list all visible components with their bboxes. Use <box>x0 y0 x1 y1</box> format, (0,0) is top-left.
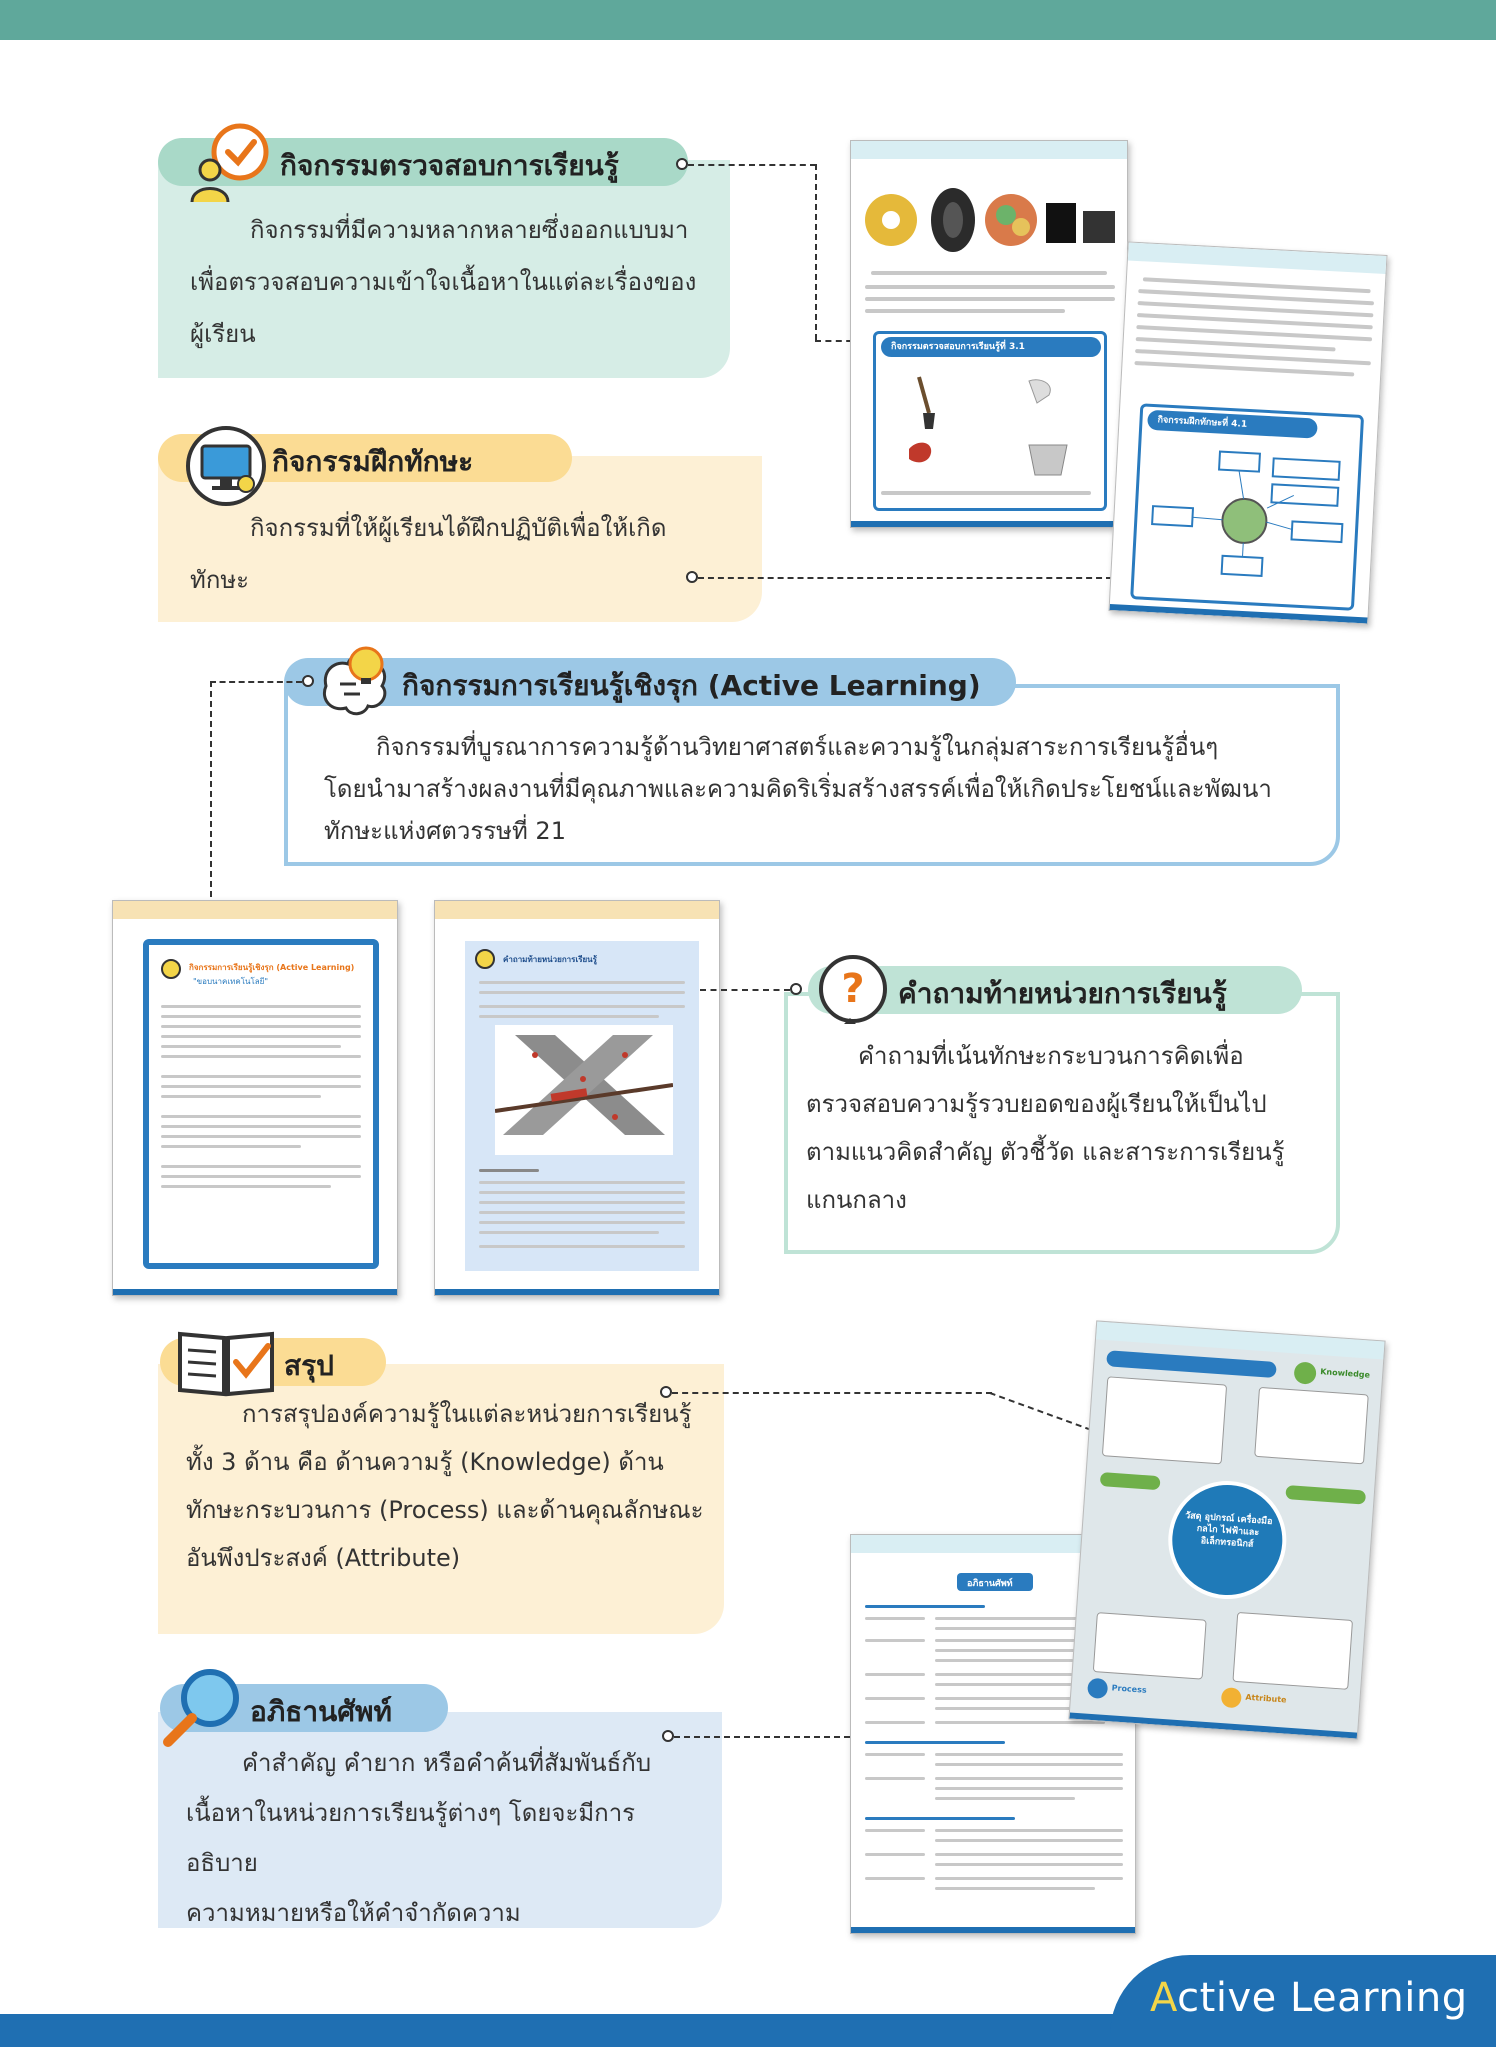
thumb-summary-p: Process <box>1111 1683 1147 1695</box>
brand-logo: Active Learning <box>1150 1975 1468 2021</box>
skill-title: กิจกรรมฝึกทักษะ <box>272 445 474 478</box>
connector-line <box>210 681 302 683</box>
thumb-assessment-label: กิจกรรมตรวจสอบการเรียนรู้ที่ 3.1 <box>891 342 1025 352</box>
magnifier-icon <box>160 1664 246 1750</box>
question-mark-icon <box>814 952 892 1030</box>
thumb-summary-a: Attribute <box>1245 1692 1287 1705</box>
thumb-active-sub: "ขอบนาคเทคโนโลยี" <box>193 977 269 986</box>
connector-line <box>210 681 212 937</box>
connector-line <box>674 1736 850 1738</box>
checkmark-person-icon <box>188 118 278 204</box>
assessment-body: กิจกรรมที่มีความหลากหลายซึ่งออกแบบมา เพื่อตรวจสอบความเข้าใจเนื้อหาในแต่ละเรื่องของ ผู้เรียน <box>190 216 697 348</box>
question-title: คำถามท้ายหน่วยการเรียนรู้ <box>898 977 1227 1010</box>
active-panel <box>284 684 1340 866</box>
connector-dot <box>686 571 698 583</box>
assessment-page-thumbnail <box>850 140 1128 528</box>
connector-line <box>698 577 1112 579</box>
summary-body: การสรุปองค์ความรู้ในแต่ละหน่วยการเรียนรู้ ทั้ง 3 ด้าน คือ ด้านความรู้ (Knowledge) ด้าน ทักษะกระบวนการ (Process) และด้านคุณลักษณะ อันพึงประสงค์ (Attribute) <box>186 1400 704 1572</box>
question-panel <box>784 992 1340 1254</box>
active-body: กิจกรรมที่บูรณาการความรู้ด้านวิทยาศาสตร์และความรู้ในกลุ่มสาระการเรียนรู้อื่นๆ โดยนำมาสร้างผลงานที่มีคุณภาพและความคิดริเริ่มสร้างสรรค์เพื่อให้เกิดประโยชน์และพัฒนา ทักษะแห่งศตวรรษที่ 21 <box>324 733 1272 845</box>
svg-text:?: ? <box>841 966 865 1012</box>
connector-line <box>700 989 790 991</box>
top-band <box>0 0 1496 40</box>
connector-dot <box>662 1730 674 1742</box>
assessment-title: กิจกรรมตรวจสอบการเรียนรู้ <box>280 149 619 182</box>
open-book-check-icon <box>176 1326 276 1398</box>
thumb-question-label: คำถามท้ายหน่วยการเรียนรู้ <box>503 955 597 964</box>
connector-line <box>989 1392 1101 1434</box>
connector-line <box>672 1392 992 1394</box>
connector-dot <box>660 1386 672 1398</box>
summary-page-thumbnail <box>1068 1320 1385 1739</box>
skill-page-thumbnail <box>1108 241 1387 624</box>
thumb-summary-center: วัสดุ อุปกรณ์ เครื่องมือ กลไก ไฟฟ้าและ อิเล็กทรอนิกส์ <box>1184 1511 1273 1550</box>
glossary-title: อภิธานศัพท์ <box>250 1695 392 1728</box>
connector-line <box>688 164 816 166</box>
connector-dot <box>302 675 314 687</box>
summary-panel <box>158 1364 724 1634</box>
thumb-summary-k: Knowledge <box>1319 1367 1371 1380</box>
computer-user-icon <box>184 424 268 508</box>
brain-lightbulb-icon <box>316 640 400 724</box>
summary-title: สรุป <box>284 1349 334 1382</box>
thumb-glossary-label: อภิธานศัพท์ <box>967 1579 1013 1589</box>
glossary-body: คำสำคัญ คำยาก หรือคำค้นที่สัมพันธ์กับ เนื้อหาในหน่วยการเรียนรู้ต่างๆ โดยจะมีการอธิบาย ความหมายหรือให้คำจำกัดความ <box>186 1749 652 1927</box>
thumb-active-label: กิจกรรมการเรียนรู้เชิงรุก (Active Learning) <box>189 963 355 972</box>
connector-line <box>815 164 817 340</box>
question-page-thumbnail <box>434 900 720 1296</box>
thumb-skill-label: กิจกรรมฝึกทักษะที่ 4.1 <box>1157 415 1248 430</box>
active-page-thumbnail <box>112 900 398 1296</box>
connector-dot <box>676 158 688 170</box>
skill-body: กิจกรรมที่ให้ผู้เรียนได้ฝึกปฏิบัติเพื่อให้เกิด ทักษะ <box>190 514 667 594</box>
active-title: กิจกรรมการเรียนรู้เชิงรุก (Active Learning) <box>402 669 981 702</box>
connector-dot <box>790 983 802 995</box>
question-body: คำถามที่เน้นทักษะกระบวนการคิดเพื่อ ตรวจสอบความรู้รวบยอดของผู้เรียนให้เป็นไป ตามแนวคิดสำคัญ ตัวชี้วัด และสาระการเรียนรู้ แกนกลาง <box>806 1042 1285 1214</box>
